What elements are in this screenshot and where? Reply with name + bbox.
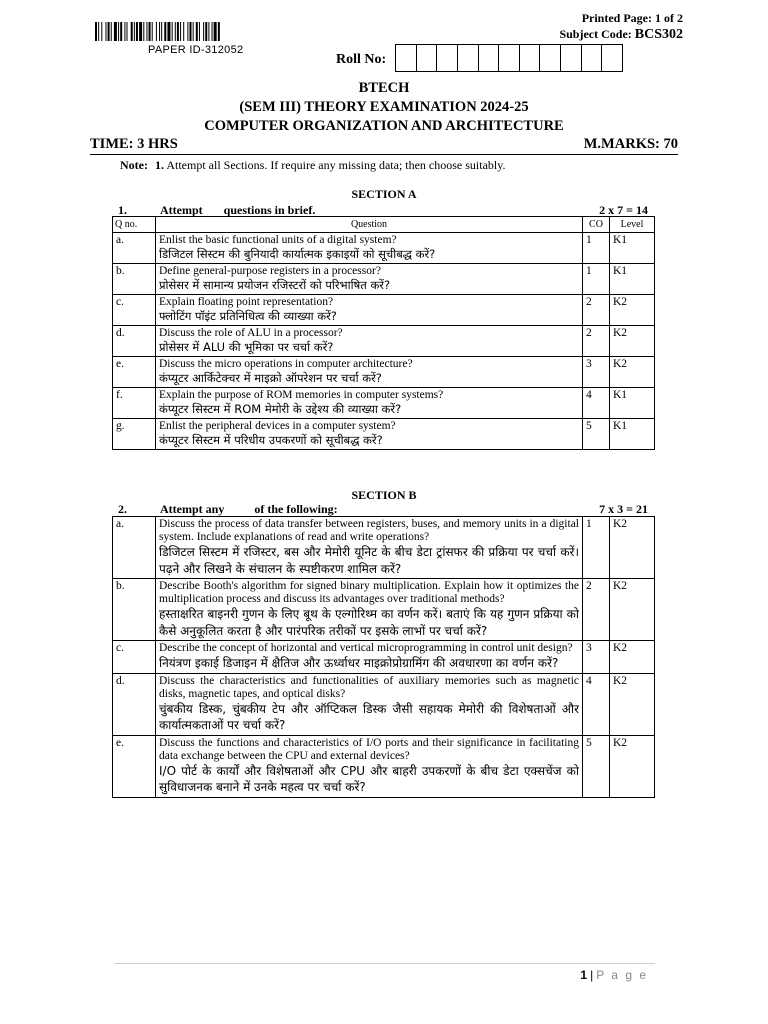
program-title: BTECH	[358, 80, 410, 96]
question-english: Describe Booth's algorithm for signed binary multiplication. Explain how it optimizes the multiplication process and discuss its advantages over traditional methods?	[159, 580, 579, 605]
roll-no-box[interactable]	[499, 45, 520, 71]
question-row	[113, 419, 655, 450]
roll-no-box[interactable]	[437, 45, 458, 71]
section-b-instruction	[118, 502, 648, 517]
course-outcome: 4	[583, 673, 610, 735]
question-number: c.	[113, 295, 156, 326]
question-row	[113, 388, 655, 419]
question-english: Enlist the basic functional units of a digital system?	[159, 234, 397, 246]
question-english: Explain floating point representation?	[159, 296, 334, 308]
question-number: d.	[113, 673, 156, 735]
note-number: 1.	[154, 158, 164, 172]
question-number: e.	[113, 357, 156, 388]
question-number: g.	[113, 419, 156, 450]
question-row	[113, 735, 655, 797]
page-footer: 1 | P a g e	[580, 968, 648, 982]
knowledge-level: K2	[610, 295, 655, 326]
question-text	[156, 673, 583, 735]
question-english: Discuss the functions and characteristics of I/O ports and their significance in facilitating data exchange between the CPU and external devices?	[159, 736, 579, 762]
section-a-question-number: 1.	[118, 203, 127, 217]
header-qno: Q no.	[113, 217, 156, 233]
page-label: P a g e	[596, 968, 648, 982]
time-marks-row	[90, 136, 678, 153]
question-number: a.	[113, 517, 156, 579]
course-outcome: 5	[583, 419, 610, 450]
header-level: Level	[610, 217, 655, 233]
knowledge-level: K2	[610, 579, 655, 641]
question-text	[156, 735, 583, 797]
question-text	[156, 295, 583, 326]
roll-no-label: Roll No:	[336, 51, 387, 67]
knowledge-level: K1	[610, 419, 655, 450]
printed-page-info	[559, 10, 683, 43]
roll-no-box[interactable]	[520, 45, 541, 71]
roll-no-box[interactable]	[479, 45, 500, 71]
header-question: Question	[156, 217, 583, 233]
knowledge-level: K2	[610, 326, 655, 357]
question-text	[156, 579, 583, 641]
course-outcome: 3	[583, 357, 610, 388]
exam-title: (SEM III) THEORY EXAMINATION 2024-25	[239, 99, 529, 115]
question-hindi: कंप्यूटर सिस्टम में ROM मेमोरी के उद्देश्य की व्याख्या करें?	[159, 402, 402, 416]
footer-divider	[115, 963, 655, 964]
knowledge-level: K2	[610, 357, 655, 388]
section-b-marks: 7 x 3 = 21	[599, 502, 648, 516]
roll-no-box[interactable]	[458, 45, 479, 71]
question-number: b.	[113, 579, 156, 641]
knowledge-level: K2	[610, 641, 655, 674]
question-english: Describe the concept of horizontal and vertical microprogramming in control unit design?	[159, 642, 573, 654]
knowledge-level: K1	[610, 264, 655, 295]
roll-no-boxes[interactable]	[395, 44, 623, 72]
time-allowed: TIME: 3 HRS	[90, 136, 178, 152]
section-b-table	[112, 516, 655, 798]
subject-code-label: Subject Code:	[559, 27, 632, 41]
knowledge-level: K1	[610, 388, 655, 419]
question-hindi: फ्लोटिंग पॉइंट प्रतिनिधित्व की व्याख्या करें?	[159, 309, 337, 323]
subject-code: BCS302	[634, 27, 683, 42]
question-text	[156, 264, 583, 295]
course-outcome: 1	[583, 517, 610, 579]
question-text	[156, 357, 583, 388]
question-row	[113, 579, 655, 641]
question-number: d.	[113, 326, 156, 357]
section-b-question-text: Attempt any of the following:	[160, 502, 338, 516]
question-text	[156, 326, 583, 357]
question-hindi: डिजिटल सिस्टम में रजिस्टर, बस और मेमोरी यूनिट के बीच डेटा ट्रांसफर की प्रक्रिया पर चर्चा करें। पढ़ने और लिखने के संचालन के स्पष्टीकरण शामिल करें?	[159, 545, 579, 576]
table-header-row	[113, 217, 655, 233]
question-hindi: प्रोसेसर में ALU की भूमिका पर चर्चा करें?	[159, 340, 334, 354]
section-a-table	[112, 216, 655, 450]
question-row	[113, 357, 655, 388]
course-outcome: 5	[583, 735, 610, 797]
roll-no-box[interactable]	[417, 45, 438, 71]
question-english: Explain the purpose of ROM memories in computer systems?	[159, 389, 444, 401]
question-row	[113, 264, 655, 295]
question-row	[113, 517, 655, 579]
question-row	[113, 326, 655, 357]
note-text: Attempt all Sections. If require any missing data; then choose suitably.	[166, 158, 506, 172]
course-outcome: 2	[583, 579, 610, 641]
header-co: CO	[583, 217, 610, 233]
knowledge-level: K2	[610, 517, 655, 579]
knowledge-level: K1	[610, 233, 655, 264]
section-b-title: SECTION B	[351, 488, 417, 502]
question-english: Discuss the micro operations in computer architecture?	[159, 358, 413, 370]
question-english: Discuss the characteristics and functionalities of auxiliary memories such as magnetic disks, magnetic tapes, and optical disks?	[159, 674, 579, 700]
question-text	[156, 419, 583, 450]
section-a-question-text: Attempt questions in brief.	[160, 203, 316, 217]
max-marks: M.MARKS: 70	[583, 136, 678, 152]
knowledge-level: K2	[610, 673, 655, 735]
question-text	[156, 233, 583, 264]
course-outcome: 1	[583, 264, 610, 295]
roll-number	[336, 44, 623, 72]
course-outcome: 2	[583, 326, 610, 357]
question-row	[113, 295, 655, 326]
roll-no-box[interactable]	[561, 45, 582, 71]
question-hindi: हस्ताक्षरित बाइनरी गुणन के लिए बूथ के एल्गोरिथ्म का वर्णन करें। बताएं कि यह गुणन प्रक्रिया को कैसे अनुकूलित करता है और पारंपरिक तरीकों पर इसके लाभों पर चर्चा करें?	[159, 607, 579, 638]
printed-page: Printed Page: 1 of 2	[581, 11, 683, 25]
course-outcome: 1	[583, 233, 610, 264]
question-english: Discuss the role of ALU in a processor?	[159, 327, 343, 339]
question-row	[113, 641, 655, 674]
question-number: f.	[113, 388, 156, 419]
question-number: a.	[113, 233, 156, 264]
question-number: e.	[113, 735, 156, 797]
course-outcome: 3	[583, 641, 610, 674]
question-hindi: नियंत्रण इकाई डिजाइन में क्षैतिज और ऊर्ध्वाधर माइक्रोप्रोग्रामिंग की अवधारणा का वर्णन करें?	[159, 656, 559, 670]
question-hindi: प्रोसेसर में सामान्य प्रयोजन रजिस्टरों को परिभाषित करें?	[159, 278, 391, 292]
paper-id: PAPER ID-312052	[148, 44, 244, 56]
roll-no-box[interactable]	[540, 45, 561, 71]
knowledge-level: K2	[610, 735, 655, 797]
section-a-marks: 2 x 7 = 14	[599, 203, 648, 217]
roll-no-box[interactable]	[396, 45, 417, 71]
question-english: Enlist the peripheral devices in a computer system?	[159, 420, 396, 432]
question-text	[156, 517, 583, 579]
question-hindi: कंप्यूटर सिस्टम में परिधीय उपकरणों को सूचीबद्ध करें?	[159, 433, 383, 447]
question-hindi: चुंबकीय डिस्क, चुंबकीय टेप और ऑप्टिकल डिस्क जैसी सहायक मेमोरी की विशेषताओं और कार्यात्मकताओं पर चर्चा करें?	[159, 701, 579, 732]
subject-code-line	[559, 26, 683, 43]
section-a-title: SECTION A	[351, 187, 417, 201]
page-number: 1	[580, 968, 588, 982]
question-number: c.	[113, 641, 156, 674]
note	[120, 158, 505, 173]
course-outcome: 4	[583, 388, 610, 419]
question-row	[113, 233, 655, 264]
question-hindi: कंप्यूटर आर्किटेक्चर में माइक्रो ऑपरेशन पर चर्चा करें?	[159, 371, 382, 385]
question-hindi: I/O पोर्ट के कार्यों और विशेषताओं और CPU और बाहरी उपकरणों के बीच डेटा एक्सचेंज को सुविधाजनक बनाने में उनके महत्व पर चर्चा करें?	[159, 763, 579, 794]
course-outcome: 2	[583, 295, 610, 326]
section-b-question-number: 2.	[118, 502, 127, 516]
roll-no-box[interactable]	[602, 45, 623, 71]
roll-no-box[interactable]	[582, 45, 603, 71]
header-divider	[90, 154, 678, 155]
barcode	[95, 22, 265, 41]
question-text	[156, 641, 583, 674]
question-english: Define general-purpose registers in a processor?	[159, 265, 381, 277]
course-title: COMPUTER ORGANIZATION AND ARCHITECTURE	[204, 118, 564, 134]
note-label: Note:	[120, 158, 148, 172]
question-row	[113, 673, 655, 735]
question-english: Discuss the process of data transfer between registers, buses, and memory units in a digital system. Include explanations of read and write operations?	[159, 518, 579, 543]
question-text	[156, 388, 583, 419]
question-hindi: डिजिटल सिस्टम की बुनियादी कार्यात्मक इकाइयों को सूचीबद्ध करें?	[159, 247, 436, 261]
question-number: b.	[113, 264, 156, 295]
